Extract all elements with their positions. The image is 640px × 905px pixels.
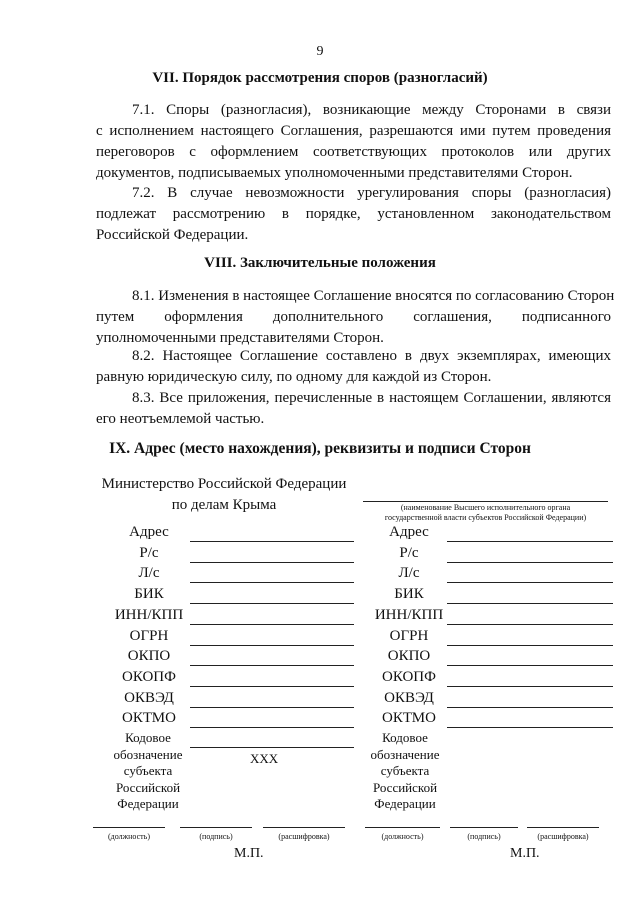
right-requisite-field-line [447, 603, 613, 604]
right-position-line [365, 827, 440, 828]
text-line: 8.2. Настоящее Соглашение составлено в двух экземплярах, имеющих [132, 348, 611, 364]
text-line: Российской Федерации. [96, 227, 249, 243]
left-requisite-field-line [190, 603, 354, 604]
left-requisite-field-line [190, 707, 354, 708]
text-line: обозначение [370, 746, 440, 762]
right-signature-line [450, 827, 518, 828]
text-line: переговоров с оформлением соответствующих протоколов или других [96, 144, 611, 160]
section-8-paragraph-2 [96, 346, 611, 388]
right-requisite-label: ОГРН [389, 628, 429, 644]
text-line: Федерации [117, 796, 179, 811]
section-8-paragraph-1 [96, 286, 615, 349]
right-requisite-label: Адрес [389, 524, 429, 540]
left-requisite-label: ОКОПФ [122, 669, 176, 685]
right-requisite-field-line [447, 541, 613, 542]
text-line: 8.1. Изменения в настоящее Соглашение вносятся по согласованию Сторон [132, 288, 615, 304]
left-party-name-line-1: Министерство Российской Федерации [101, 476, 347, 492]
right-requisite-field-line [447, 645, 613, 646]
left-position-line [93, 827, 165, 828]
right-party-caption-line-2: государственной власти субъектов Российской Федерации) [384, 513, 587, 522]
left-code-value: ХХХ [250, 751, 279, 766]
left-requisite-field-line [190, 665, 354, 666]
left-requisite-field-line [190, 686, 354, 687]
left-position-caption: (должность) [108, 832, 150, 841]
left-stamp: М.П. [234, 846, 264, 861]
left-requisite-field-line [190, 582, 354, 583]
right-requisite-label: ОКПО [387, 648, 431, 664]
right-position-caption: (должность) [381, 832, 424, 841]
right-requisite-field-line [447, 665, 613, 666]
left-requisite-label: ИНН/КПП [114, 607, 184, 623]
right-party-caption-line-1: (наименование Высшего исполнительного органа [400, 503, 571, 512]
left-requisite-field-line [190, 645, 354, 646]
left-requisite-label: БИК [134, 586, 164, 602]
left-signature-line [180, 827, 252, 828]
text-line: субъекта [123, 763, 173, 778]
left-requisite-field-line [190, 541, 354, 542]
right-requisite-field-line [447, 562, 613, 563]
right-requisite-label: БИК [394, 586, 424, 602]
left-requisite-field-line [190, 727, 354, 728]
text-line: 8.3. Все приложения, перечисленные в настоящем Соглашении, являются [132, 390, 611, 406]
right-requisite-label: ОКОПФ [382, 669, 436, 685]
text-line: субъекта [380, 763, 430, 778]
section-8-paragraph-3 [96, 388, 611, 430]
page-number: 9 [316, 44, 324, 59]
right-requisite-field-line [447, 707, 613, 708]
text-line: с исполнением настоящего Соглашения, разрешаются ими путем проведения [96, 123, 611, 139]
right-party-name-underline [363, 501, 608, 502]
left-party-name-line-2: по делам Крыма [171, 497, 277, 513]
section-7-heading: VII. Порядок рассмотрения споров (разногласий) [152, 70, 488, 86]
right-requisite-field-line [447, 582, 613, 583]
text-line: Российской [372, 779, 438, 795]
right-stamp: М.П. [510, 846, 540, 861]
right-code-label [360, 730, 450, 813]
left-code-field-line [190, 747, 354, 748]
section-8-heading: VIII. Заключительные положения [204, 255, 436, 271]
text-line: его неотъемлемой частью. [96, 411, 265, 427]
text-line: документов, подписываемых уполномоченными представителями Сторон. [96, 165, 573, 181]
left-requisite-field-line [190, 562, 354, 563]
right-requisite-label: Л/с [398, 565, 420, 581]
left-code-label [103, 730, 193, 813]
right-requisite-field-line [447, 686, 613, 687]
text-line: обозначение [113, 746, 183, 762]
left-name-caption: (расшифровка) [278, 832, 330, 841]
text-line: равную юридическую силу, по одному для каждой из Сторон. [96, 369, 492, 385]
left-requisite-label: Адрес [129, 524, 169, 540]
right-signature-caption: (подпись) [467, 832, 501, 841]
text-line: 7.2. В случае невозможности урегулирования споры (разногласия) [132, 185, 611, 201]
text-line: уполномоченными представителями Сторон. [96, 330, 384, 346]
right-requisite-label: ОКТМО [382, 710, 436, 726]
text-line: Российской [115, 779, 181, 795]
right-requisite-field-line [447, 624, 613, 625]
section-9-heading: IX. Адрес (место нахождения), реквизиты и подписи Сторон [109, 440, 531, 457]
text-line: Кодовое [382, 730, 428, 745]
left-requisite-label: ОКТМО [122, 710, 176, 726]
text-line: подлежат рассмотрению в порядке, установленном законодательством [96, 206, 611, 222]
text-line: Кодовое [125, 730, 171, 745]
left-requisite-label: Р/с [139, 545, 159, 561]
section-7-paragraph-1 [96, 100, 611, 184]
text-line: 7.1. Споры (разногласия), возникающие между Сторонами в связи [132, 102, 611, 118]
left-requisite-field-line [190, 624, 354, 625]
left-requisite-label: ОГРН [129, 628, 169, 644]
right-requisite-label: ИНН/КПП [374, 607, 444, 623]
left-requisite-label: Л/с [138, 565, 160, 581]
right-name-line [527, 827, 599, 828]
right-requisite-field-line [447, 727, 613, 728]
left-name-line [263, 827, 345, 828]
left-requisite-label: ОКПО [127, 648, 171, 664]
left-signature-caption: (подпись) [199, 832, 233, 841]
section-7-paragraph-2 [96, 183, 611, 246]
left-requisite-label: ОКВЭД [124, 690, 174, 706]
right-name-caption: (расшифровка) [537, 832, 589, 841]
right-requisite-label: ОКВЭД [384, 690, 434, 706]
text-line: Федерации [374, 796, 436, 811]
right-requisite-label: Р/с [399, 545, 419, 561]
text-line: путем оформления дополнительного соглашения, подписанного [96, 309, 611, 325]
